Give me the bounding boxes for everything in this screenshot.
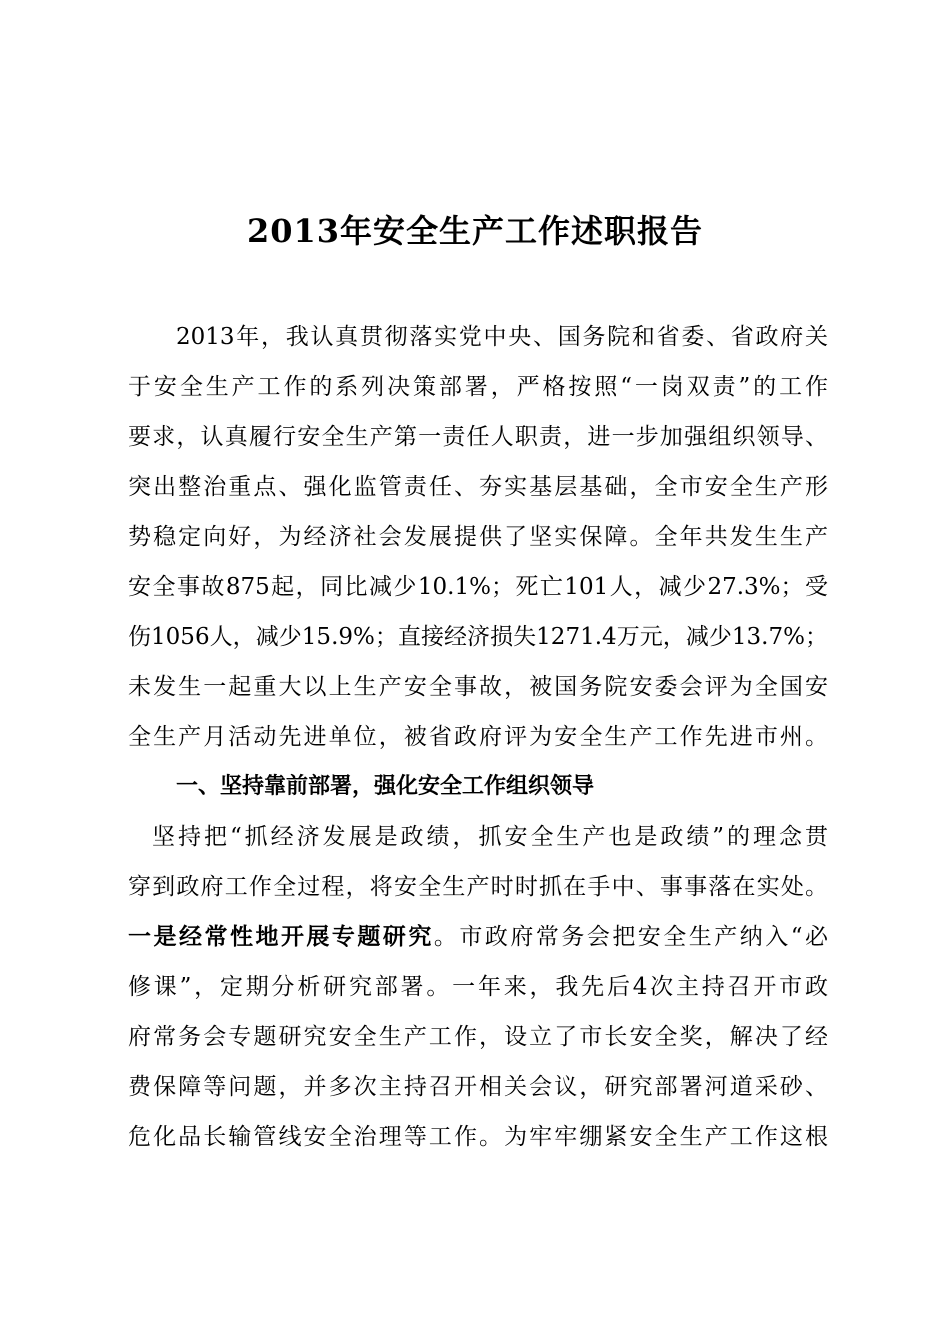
bold-lead-text: 一是经常性地开展专题研究 (128, 923, 434, 950)
paragraph-line (128, 912, 828, 962)
paragraph-line: 突出整治重点、强化监管责任、夯实基层基础，全市安全生产形 (128, 474, 828, 500)
paragraph-line: 府常务会专题研究安全生产工作，设立了市长安全奖，解决了经 (128, 1024, 828, 1050)
paragraph-line: 坚持把“抓经济发展是政绩，抓安全生产也是政绩”的理念贯 (152, 824, 828, 850)
paragraph-line: 全生产月活动先进单位，被省政府评为安全生产工作先进市州。 (128, 724, 828, 750)
paragraph-line: 穿到政府工作全过程，将安全生产时时抓在手中、事事落在实处。 (128, 874, 828, 900)
paragraph-line: 于安全生产工作的系列决策部署，严格按照“一岗双责”的工作 (128, 374, 828, 400)
paragraph-line: 安全事故875起，同比减少10.1%；死亡101人，减少27.3%；受 (128, 574, 828, 600)
paragraph-line: 势稳定向好，为经济社会发展提供了坚实保障。全年共发生生产 (128, 524, 828, 550)
paragraph-line: 要求，认真履行安全生产第一责任人职责，进一步加强组织领导、 (128, 424, 828, 450)
paragraph-line: 费保障等问题，并多次主持召开相关会议，研究部署河道采砂、 (128, 1074, 828, 1100)
paragraph-line: 伤1056人，减少15.9%；直接经济损失1271.4万元，减少13.7%； (128, 624, 828, 650)
section-heading: 一、坚持靠前部署，强化安全工作组织领导 (176, 774, 595, 799)
paragraph-line: 未发生一起重大以上生产安全事故，被国务院安委会评为全国安 (128, 674, 828, 700)
paragraph-line: 危化品长输管线安全治理等工作。为牢牢绷紧安全生产工作这根 (128, 1124, 828, 1150)
document-title: 2013年安全生产工作述职报告 (246, 212, 704, 250)
paragraph-line: 2013年，我认真贯彻落实党中央、国务院和省委、省政府关 (176, 324, 828, 350)
lead-continuation-text: 。市政府常务会把安全生产纳入“必 (433, 924, 829, 950)
paragraph-line: 修课”，定期分析研究部署。一年来，我先后4次主持召开市政 (128, 974, 828, 1000)
